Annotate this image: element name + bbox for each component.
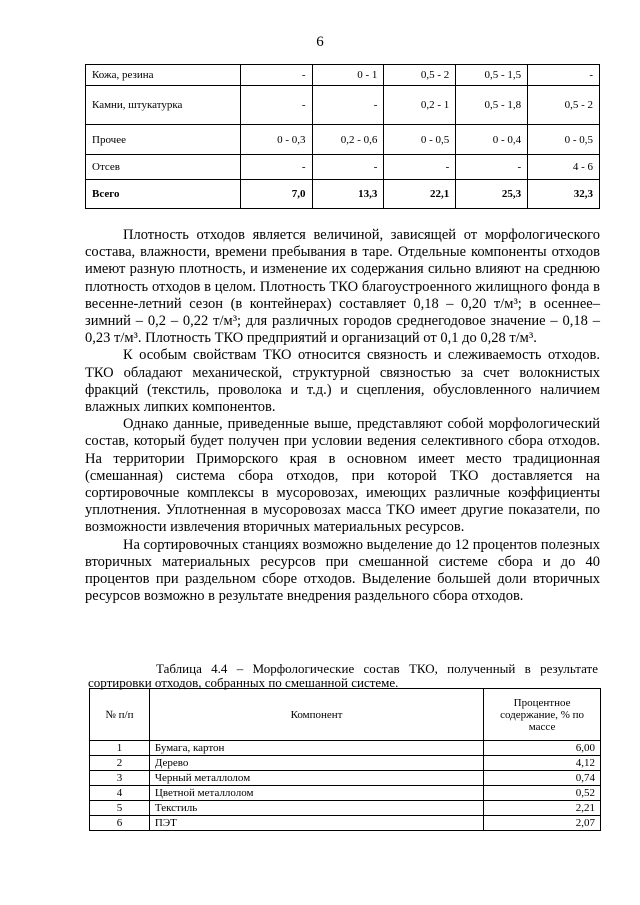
percentage-value: 6,00 bbox=[484, 741, 601, 756]
cell-value: 0,5 - 2 bbox=[384, 65, 456, 86]
sorting-composition-table bbox=[89, 688, 601, 831]
cell-value: 22,1 bbox=[384, 180, 456, 209]
row-label: Всего bbox=[86, 180, 241, 209]
component-name: Бумага, картон bbox=[149, 741, 483, 756]
table-caption: Таблица 4.4 – Морфологические состав ТКО, полученный в результате сортировки отходов, собранных по смешанной системе. bbox=[88, 661, 598, 690]
component-name: Цветной металлолом bbox=[149, 786, 483, 801]
percentage-value: 2,21 bbox=[484, 801, 601, 816]
table-total-row bbox=[86, 180, 600, 209]
composition-table-continued bbox=[85, 64, 600, 209]
cell-value: 32,3 bbox=[528, 180, 600, 209]
cell-value: - bbox=[384, 155, 456, 180]
cell-value: 0,5 - 2 bbox=[528, 86, 600, 125]
percentage-value: 4,12 bbox=[484, 756, 601, 771]
paragraph: К особым свойствам ТКО относится связность и слеживаемость отходов. ТКО обладают механической, структурной связностью за счет волокнистых фракций (текстиль, проволока и т.д.) и сцепления, обусловленного наличием влажных липких компонентов. bbox=[85, 347, 600, 416]
table-row bbox=[90, 816, 601, 831]
cell-value: - bbox=[528, 65, 600, 86]
cell-value: - bbox=[240, 65, 312, 86]
percentage-value: 0,52 bbox=[484, 786, 601, 801]
row-number: 6 bbox=[90, 816, 150, 831]
cell-value: 0,2 - 0,6 bbox=[312, 125, 384, 155]
component-name: Дерево bbox=[149, 756, 483, 771]
table-row bbox=[86, 125, 600, 155]
component-name: ПЭТ bbox=[149, 816, 483, 831]
row-label: Отсев bbox=[86, 155, 241, 180]
row-label: Кожа, резина bbox=[86, 65, 241, 86]
cell-value: - bbox=[312, 86, 384, 125]
page-number: 6 bbox=[316, 34, 324, 50]
column-header: Процентное содержание, % по массе bbox=[484, 689, 601, 741]
table-row bbox=[90, 741, 601, 756]
cell-value: 0,5 - 1,5 bbox=[456, 65, 528, 86]
table-row bbox=[90, 801, 601, 816]
row-number: 3 bbox=[90, 771, 150, 786]
row-number: 4 bbox=[90, 786, 150, 801]
paragraph: Плотность отходов является величиной, зависящей от морфологического состава, влажности, времени пребывания в таре. Отдельные компоненты отходов имеют разную плотность, и изменение их содержания сильно влияют на среднюю плотность отходов в целом. Плотность ТКО благоустроенного жилищного фонда в весенне-летний сезон (в контейнерах) составляет 0,18 – 0,20 т/м³; в осеннее–зимний – 0,2 – 0,22 т/м³; для различных городов среднегодовое значение – 0,18 – 0,23 т/м³. Плотность ТКО предприятий и организаций от 0,1 до 0,28 т/м³. bbox=[85, 227, 600, 347]
body-text bbox=[85, 227, 600, 605]
cell-value: 25,3 bbox=[456, 180, 528, 209]
paragraph: Однако данные, приведенные выше, представляют собой морфологический состав, который будет получен при условии ведения селективного сбора отходов. На территории Приморского края в основном имеет место традиционная (смешанная) система сбора отходов, при которой ТКО доставляется на сортировочные комплексы в мусоровозах, имеющих различные коэффициенты уплотнения. Уплотненная в мусоровозах масса ТКО имеет другие показатели, по возможности извлечения вторичных материальных ресурсов. bbox=[85, 416, 600, 536]
row-number: 2 bbox=[90, 756, 150, 771]
row-number: 5 bbox=[90, 801, 150, 816]
component-name: Черный металлолом bbox=[149, 771, 483, 786]
cell-value: - bbox=[456, 155, 528, 180]
row-label: Камни, штукатурка bbox=[86, 86, 241, 125]
cell-value: - bbox=[240, 86, 312, 125]
cell-value: 0,2 - 1 bbox=[384, 86, 456, 125]
table-row bbox=[90, 756, 601, 771]
table-row bbox=[90, 786, 601, 801]
cell-value: 0,5 - 1,8 bbox=[456, 86, 528, 125]
column-header: № п/п bbox=[90, 689, 150, 741]
cell-value: 0 - 0,3 bbox=[240, 125, 312, 155]
cell-value: 13,3 bbox=[312, 180, 384, 209]
row-label: Прочее bbox=[86, 125, 241, 155]
cell-value: - bbox=[240, 155, 312, 180]
table-row bbox=[86, 65, 600, 86]
column-header: Компонент bbox=[149, 689, 483, 741]
table-row bbox=[86, 155, 600, 180]
table-row bbox=[86, 86, 600, 125]
paragraph: На сортировочных станциях возможно выделение до 12 процентов полезных вторичных материальных ресурсов при смешанной системе сбора и до 40 процентов при раздельном сборе отходов. Выделение большей доли вторичных ресурсов возможно в результате внедрения раздельного сбора отходов. bbox=[85, 536, 600, 605]
cell-value: 0 - 0,4 bbox=[456, 125, 528, 155]
cell-value: - bbox=[312, 155, 384, 180]
cell-value: 0 - 0,5 bbox=[528, 125, 600, 155]
percentage-value: 0,74 bbox=[484, 771, 601, 786]
table-header-row bbox=[90, 689, 601, 741]
component-name: Текстиль bbox=[149, 801, 483, 816]
percentage-value: 2,07 bbox=[484, 816, 601, 831]
row-number: 1 bbox=[90, 741, 150, 756]
table-row bbox=[90, 771, 601, 786]
cell-value: 0 - 0,5 bbox=[384, 125, 456, 155]
cell-value: 0 - 1 bbox=[312, 65, 384, 86]
cell-value: 7,0 bbox=[240, 180, 312, 209]
cell-value: 4 - 6 bbox=[528, 155, 600, 180]
